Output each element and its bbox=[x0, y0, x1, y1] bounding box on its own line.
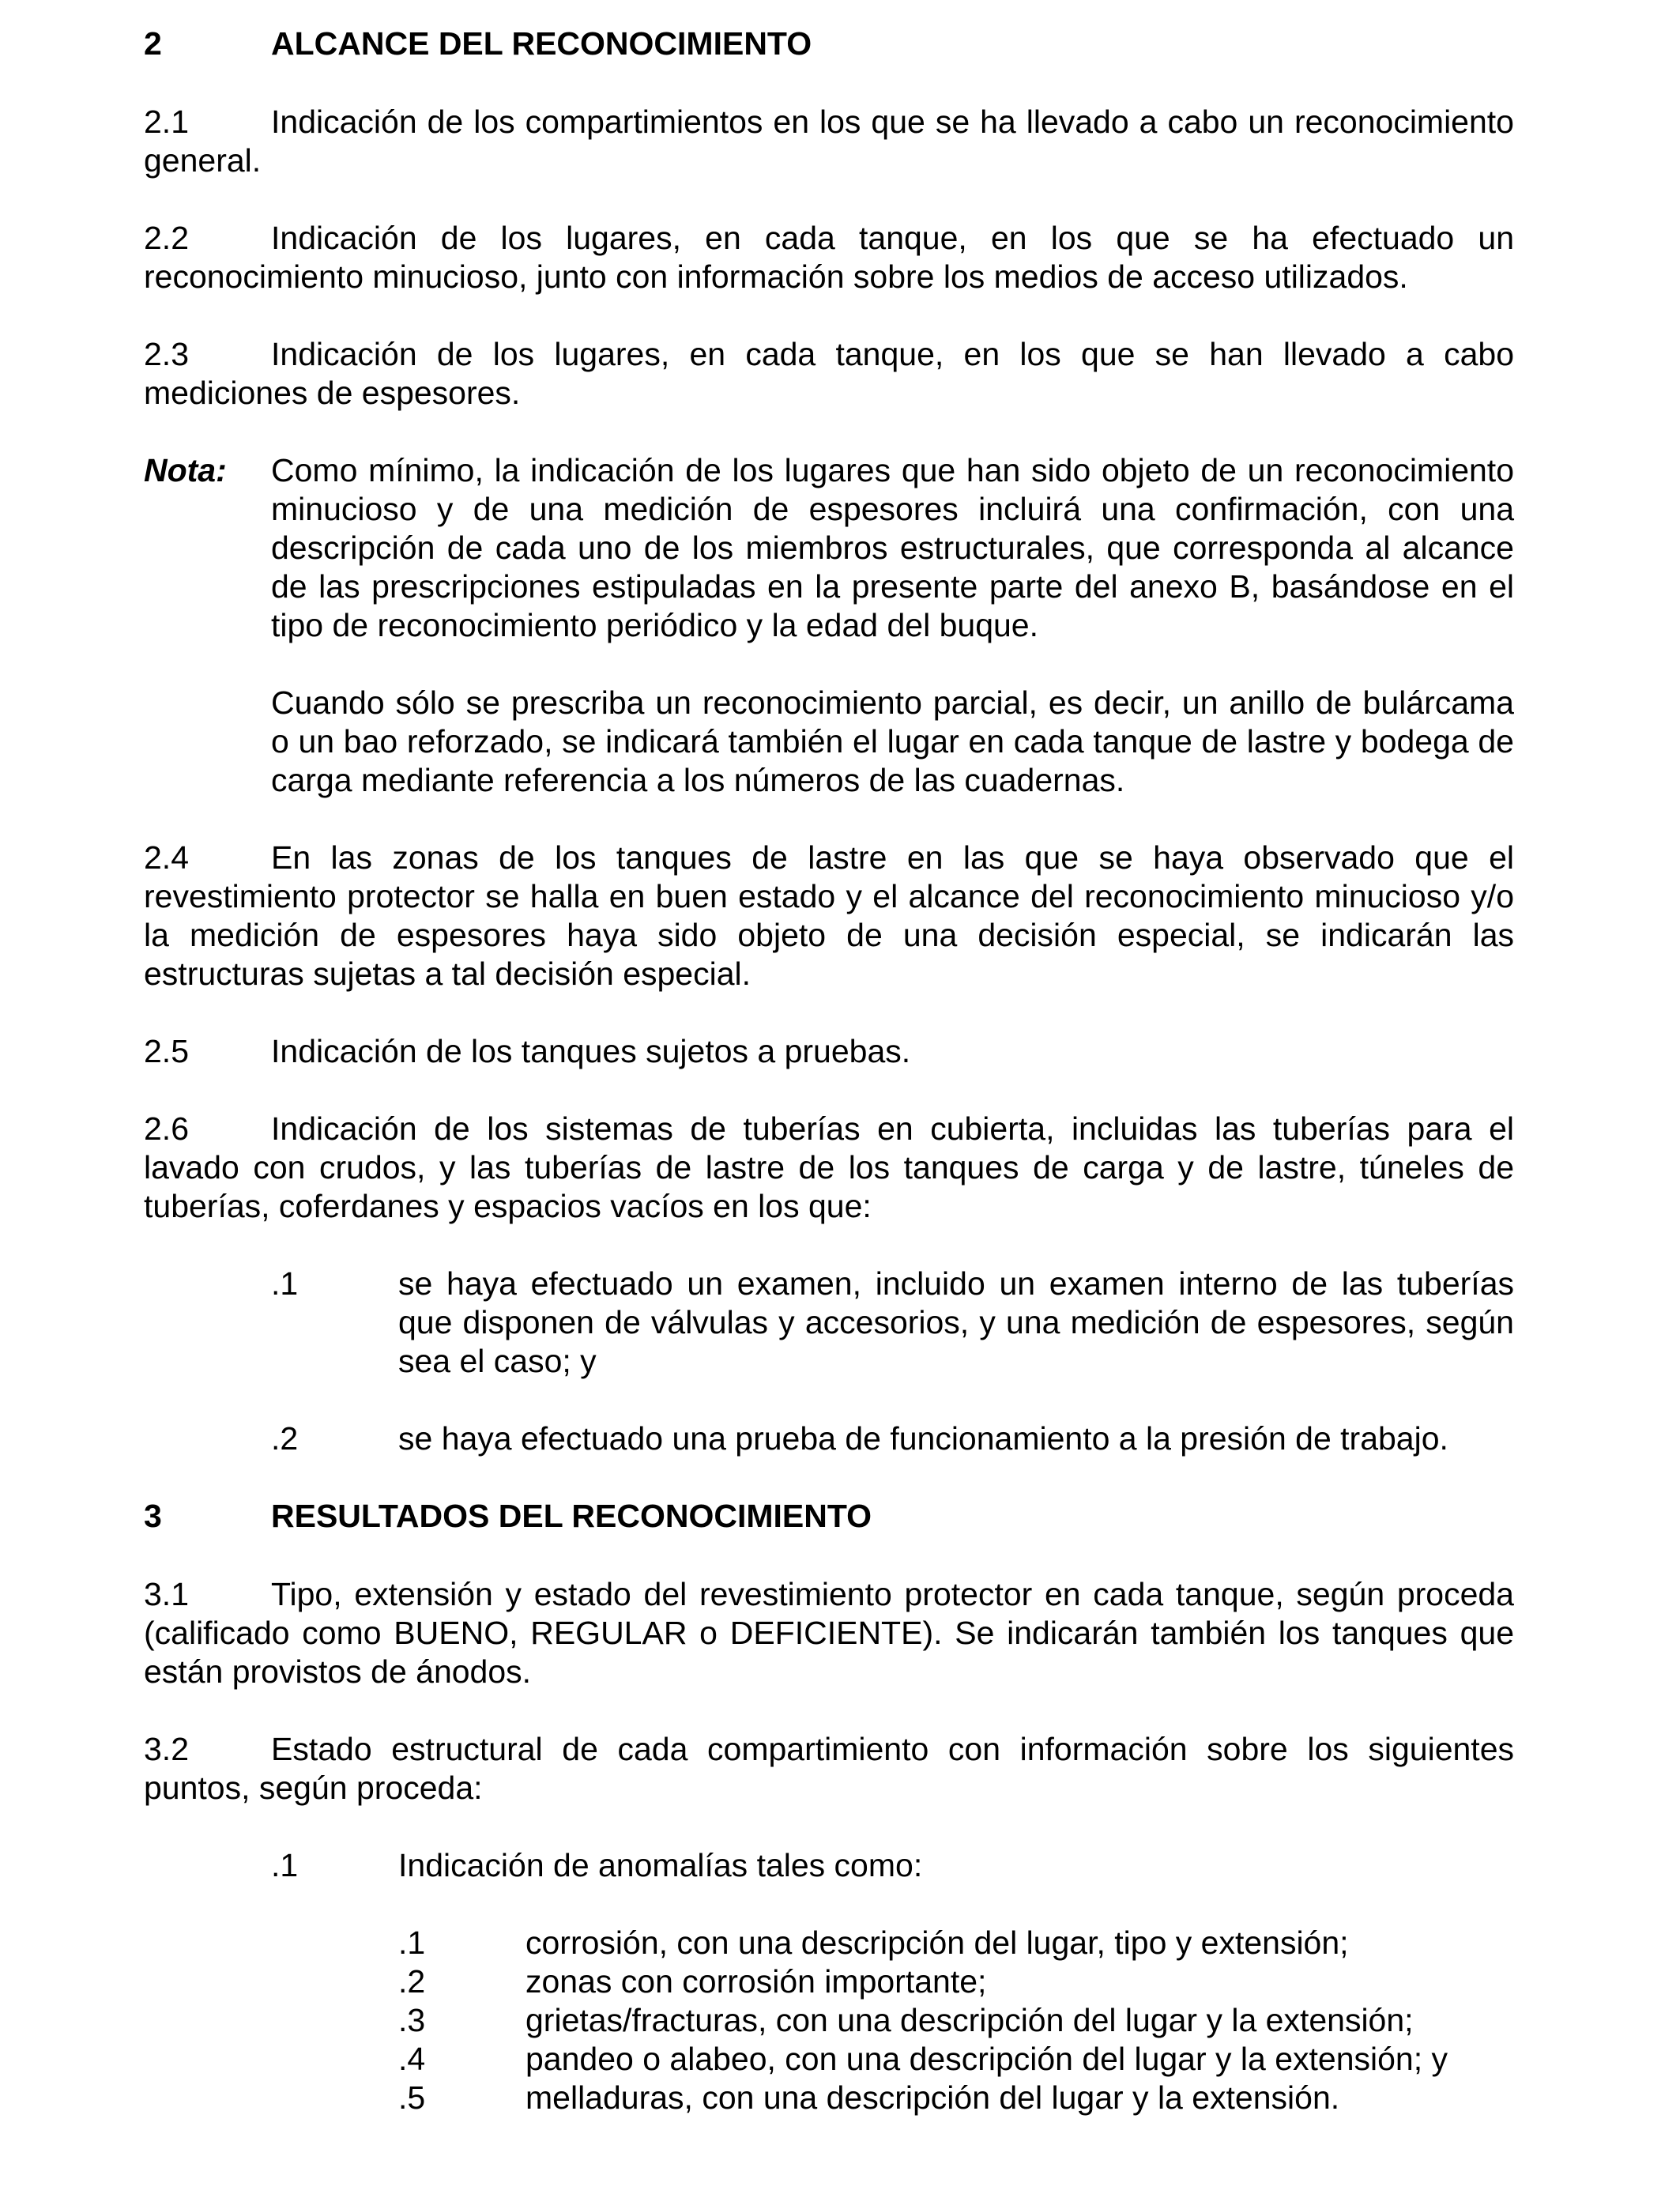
list-item-text: Indicación de anomalías tales como: bbox=[398, 1847, 923, 1883]
sub-list-item-number: .4 bbox=[398, 2041, 426, 2077]
section-2-heading bbox=[144, 25, 1514, 63]
sub-list-item-text: zonas con corrosión importante; bbox=[525, 1963, 987, 2000]
section-title: ALCANCE DEL RECONOCIMIENTO bbox=[271, 25, 812, 62]
section-title: RESULTADOS DEL RECONOCIMIENTO bbox=[271, 1498, 872, 1534]
sub-list-item bbox=[398, 1962, 1514, 2001]
paragraph-number: 2.6 bbox=[144, 1110, 189, 1147]
paragraph-2-1 bbox=[144, 103, 1514, 180]
paragraph-text: Indicación de los lugares, en cada tanque, en los que se ha efectuado un reconocimiento minucioso, junto con información sobre los medios de acceso utilizados. bbox=[144, 220, 1514, 295]
sub-list-item-number: .5 bbox=[398, 2079, 426, 2116]
paragraph-number: 3.2 bbox=[144, 1731, 189, 1767]
list-item-text: se haya efectuado un examen, incluido un examen interno de las tuberías que disponen de válvulas y accesorios, y una medición de espesores, según sea el caso; y bbox=[398, 1265, 1514, 1379]
sub-list-item-text: pandeo o alabeo, con una descripción del lugar y la extensión; y bbox=[525, 2041, 1448, 2077]
sub-list-item bbox=[398, 2001, 1514, 2040]
sub-list-item-text: melladuras, con una descripción del lugar y la extensión. bbox=[525, 2079, 1340, 2116]
paragraph-3-1 bbox=[144, 1575, 1514, 1691]
list-item-text: se haya efectuado una prueba de funcionamiento a la presión de trabajo. bbox=[398, 1420, 1448, 1457]
list-item-number: .1 bbox=[271, 1265, 299, 1302]
paragraph-text: Indicación de los sistemas de tuberías en cubierta, incluidas las tuberías para el lavado con crudos, y las tuberías de lastre de los tanques de carga y de lastre, túneles de tuberías, coferdanes y espacios vacíos en los que: bbox=[144, 1110, 1514, 1224]
document-page bbox=[144, 25, 1514, 2117]
sub-list-item bbox=[398, 2040, 1514, 2079]
paragraph-text: Indicación de los tanques sujetos a pruebas. bbox=[271, 1033, 911, 1069]
note-block bbox=[144, 451, 1514, 800]
sub-list-item-number: .3 bbox=[398, 2002, 426, 2038]
paragraph-3-2 bbox=[144, 1730, 1514, 1808]
note-label: Nota: bbox=[144, 452, 227, 488]
paragraph-text: En las zonas de los tanques de lastre en las que se haya observado que el revestimiento protector se halla en buen estado y el alcance del reconocimiento minucioso y/o la medición de espesores haya sido objeto de una decisión especial, se indicarán las estructuras sujetas a tal decisión especial. bbox=[144, 839, 1514, 992]
paragraph-number: 2.1 bbox=[144, 104, 189, 140]
section-3-heading bbox=[144, 1497, 1514, 1536]
note-body bbox=[271, 451, 1514, 800]
paragraph-number: 3.1 bbox=[144, 1576, 189, 1612]
list-item bbox=[271, 1265, 1514, 1381]
paragraph-number: 2.4 bbox=[144, 839, 189, 876]
paragraph-number: 2.2 bbox=[144, 220, 189, 256]
list-item bbox=[271, 1846, 1514, 1885]
paragraph-text: Indicación de los lugares, en cada tanque, en los que se han llevado a cabo mediciones de espesores. bbox=[144, 336, 1514, 411]
sub-list-item-text: corrosión, con una descripción del lugar, tipo y extensión; bbox=[525, 1924, 1349, 1961]
sub-list-item bbox=[398, 2079, 1514, 2117]
paragraph-number: 2.3 bbox=[144, 336, 189, 372]
sub-list-item-number: .1 bbox=[398, 1924, 426, 1961]
paragraph-number: 2.5 bbox=[144, 1033, 189, 1069]
paragraph-2-2 bbox=[144, 219, 1514, 296]
list-item bbox=[271, 1419, 1514, 1458]
note-paragraph: Cuando sólo se prescriba un reconocimiento parcial, es decir, un anillo de bulárcama o un bao reforzado, se indicará también el lugar en cada tanque de lastre y bodega de carga mediante referencia a los números de las cuadernas. bbox=[271, 684, 1514, 798]
list-item-number: .2 bbox=[271, 1420, 299, 1457]
list-item-number: .1 bbox=[271, 1847, 299, 1883]
sub-list-item-number: .2 bbox=[398, 1963, 426, 2000]
paragraph-2-4 bbox=[144, 839, 1514, 993]
paragraph-text: Estado estructural de cada compartimiento con información sobre los siguientes puntos, según proceda: bbox=[144, 1731, 1514, 1806]
sub-list-item-text: grietas/fracturas, con una descripción del lugar y la extensión; bbox=[525, 2002, 1414, 2038]
sub-list-item bbox=[398, 1924, 1514, 1962]
section-number: 3 bbox=[144, 1498, 162, 1534]
paragraph-2-6 bbox=[144, 1110, 1514, 1226]
paragraph-text: Indicación de los compartimientos en los que se ha llevado a cabo un reconocimiento general. bbox=[144, 104, 1514, 179]
section-number: 2 bbox=[144, 25, 162, 62]
paragraph-2-3 bbox=[144, 335, 1514, 413]
paragraph-text: Tipo, extensión y estado del revestimiento protector en cada tanque, según proceda (calificado como BUENO, REGULAR o DEFICIENTE). Se indicarán también los tanques que están provistos de ánodos. bbox=[144, 1576, 1514, 1690]
paragraph-2-5 bbox=[144, 1032, 1514, 1071]
note-paragraph: Como mínimo, la indicación de los lugares que han sido objeto de un reconocimiento minucioso y de una medición de espesores incluirá una confirmación, con una descripción de cada uno de los miembros estructurales, que corresponda al alcance de las prescripciones estipuladas en la presente parte del anexo B, basándose en el tipo de reconocimiento periódico y la edad del buque. bbox=[271, 452, 1514, 643]
